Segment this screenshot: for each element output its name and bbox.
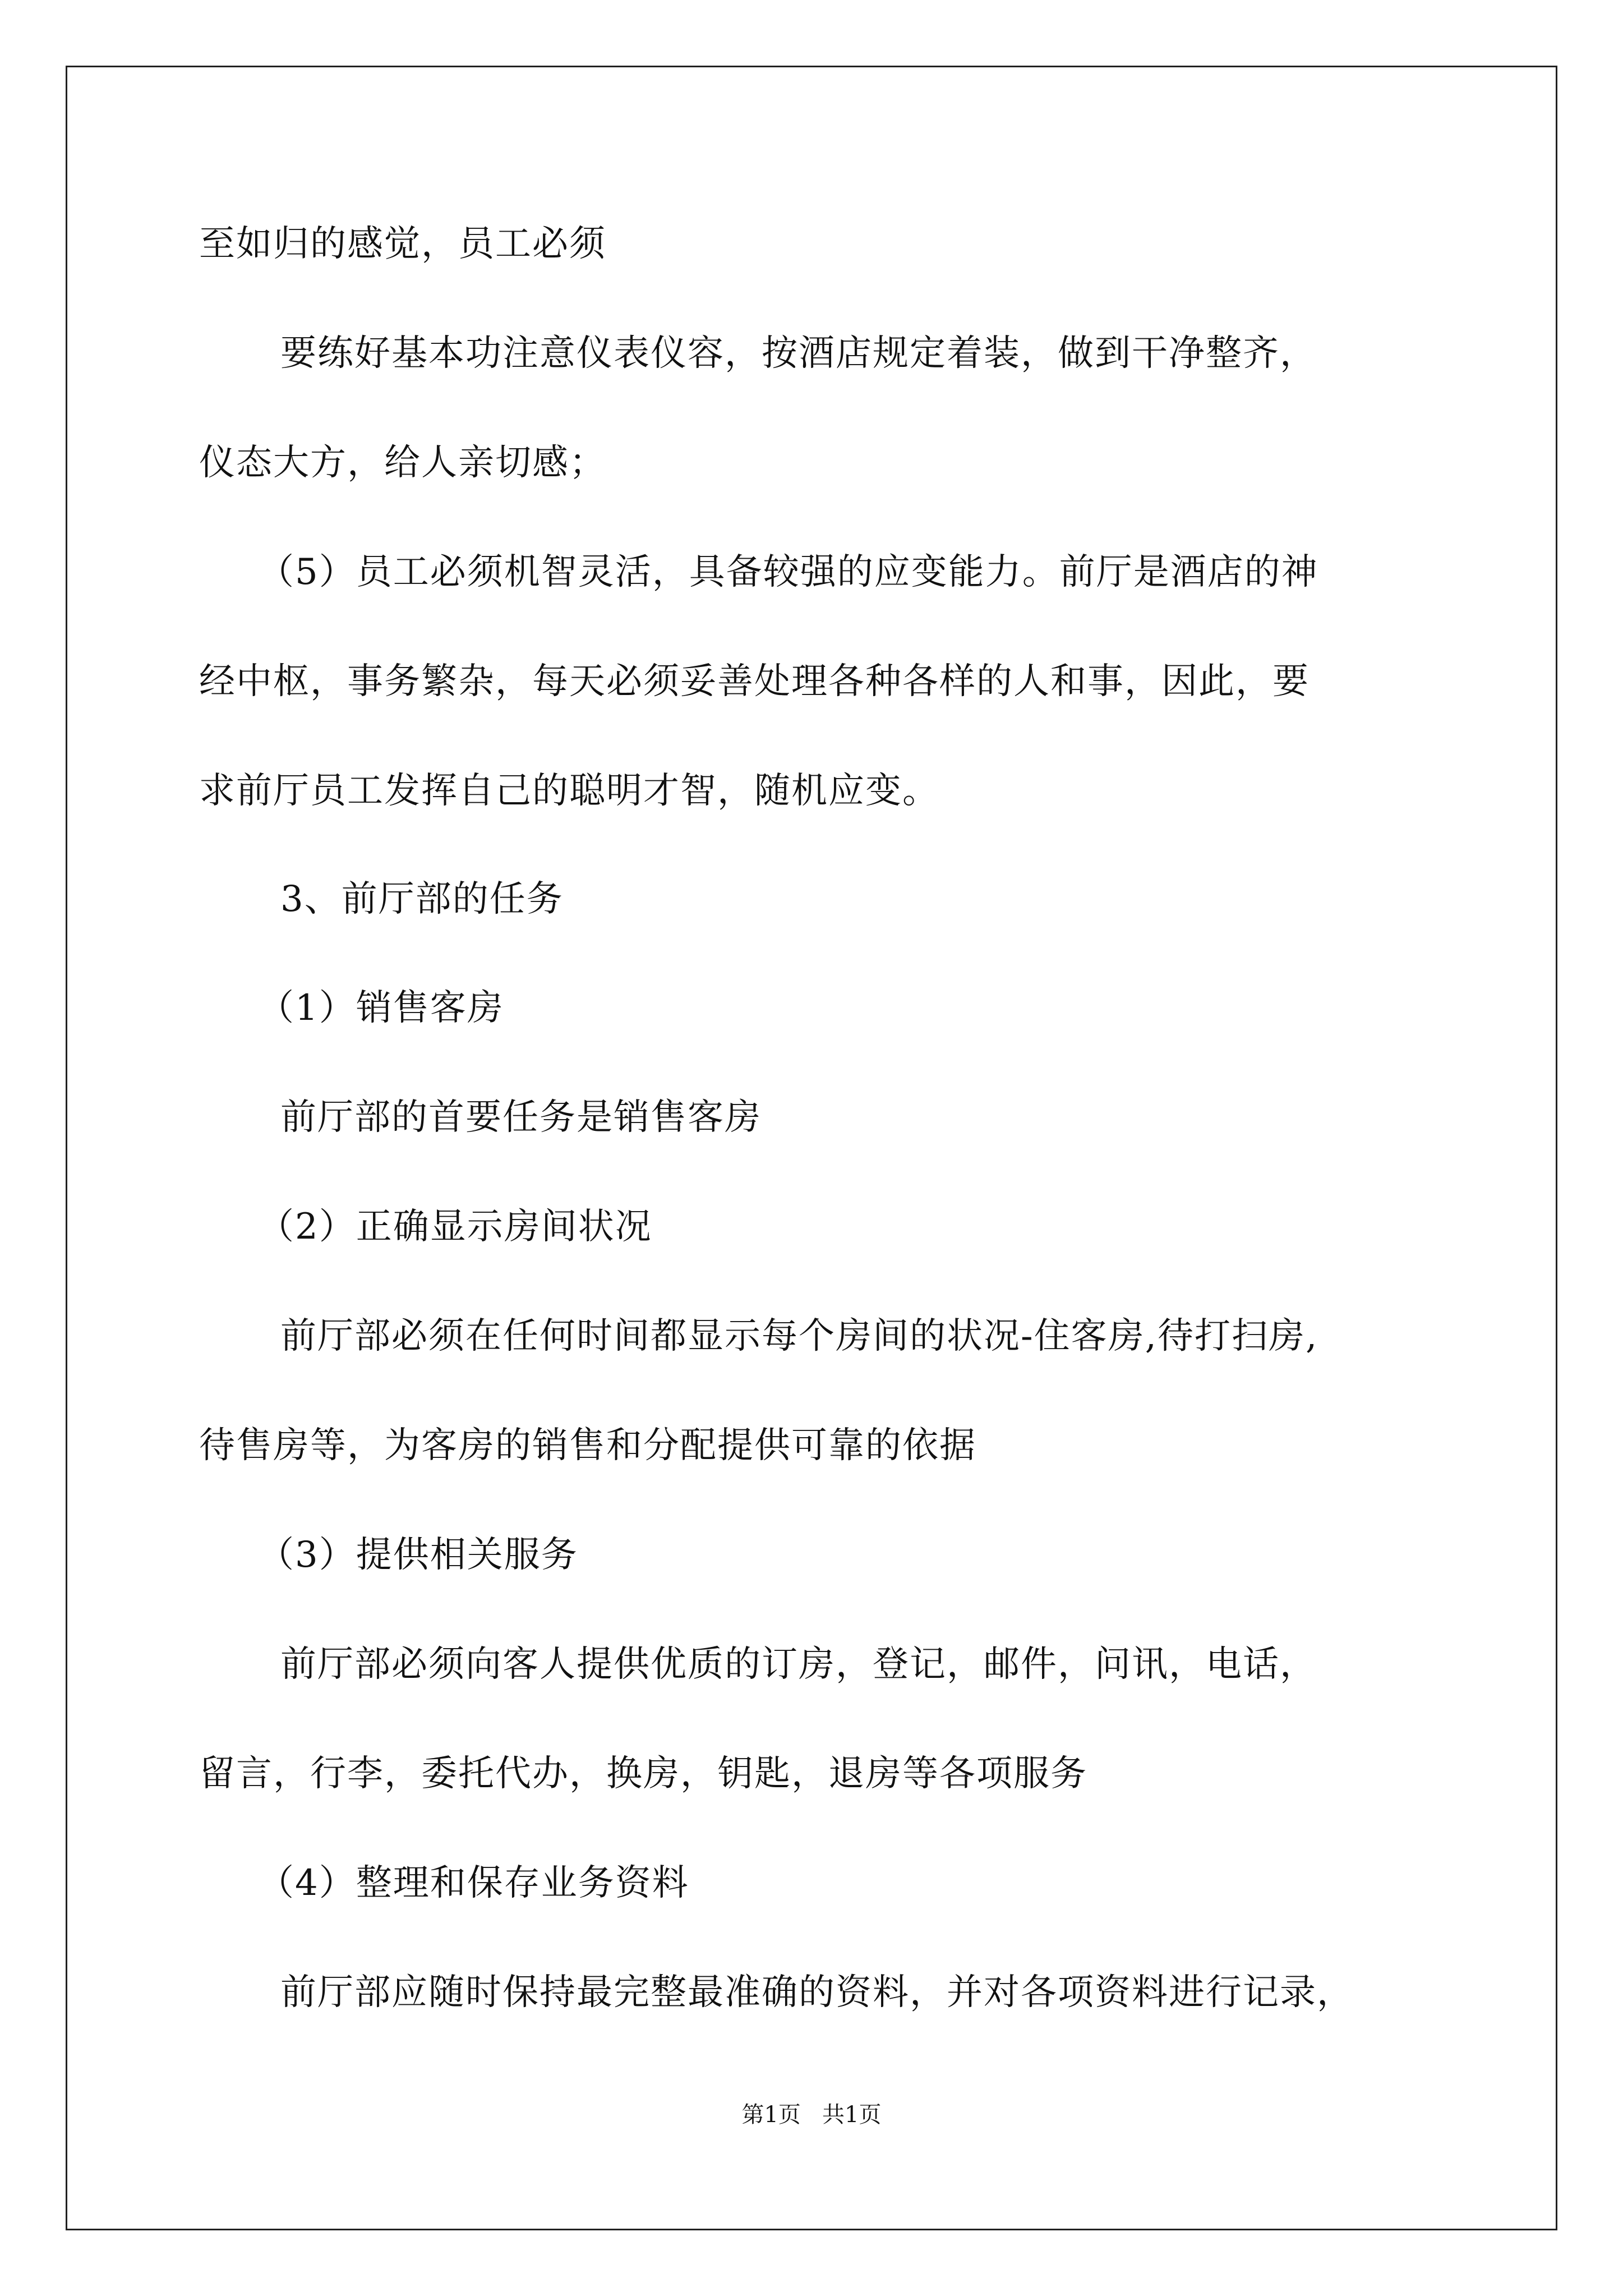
subsection-heading: （2）正确显示房间状况 [258,1206,652,1248]
text-line: 前厅部的首要任务是销售客房 [280,1097,762,1138]
page-footer: 第1页 共1页 [741,2102,882,2128]
section-heading: 3、前厅部的任务 [280,878,564,920]
page-border [66,66,1557,2230]
text-line: 前厅部应随时保持最完整最准确的资料，并对各项资料进行记录， [280,1972,1354,2013]
text-line: 留言，行李，委托代办，换房，钥匙，退房等各项服务 [199,1753,1087,1795]
text-line: 至如归的感觉，员工必须 [199,223,606,265]
text-line: 仪态大方，给人亲切感； [199,442,606,484]
text-line: 前厅部必须在任何时间都显示每个房间的状况-住客房,待打扫房, [280,1315,1318,1357]
text-line: 求前厅员工发挥自己的聪明才智，随机应变。 [199,770,939,812]
text-line: 待售房等，为客房的销售和分配提供可靠的依据 [199,1425,976,1466]
text-line: （5）员工必须机智灵活，具备较强的应变能力。前厅是酒店的神 [258,551,1318,593]
text-line: 要练好基本功注意仪表仪容，按酒店规定着装，做到干净整齐， [280,333,1317,374]
subsection-heading: （3）提供相关服务 [258,1534,578,1576]
subsection-heading: （1）销售客房 [258,987,504,1029]
text-line: 经中枢，事务繁杂，每天必须妥善处理各种各样的人和事，因此，要 [199,661,1310,702]
subsection-heading: （4）整理和保存业务资料 [258,1862,689,1904]
text-line: 前厅部必须向客人提供优质的订房，登记，邮件，问讯，电话， [280,1644,1317,1685]
